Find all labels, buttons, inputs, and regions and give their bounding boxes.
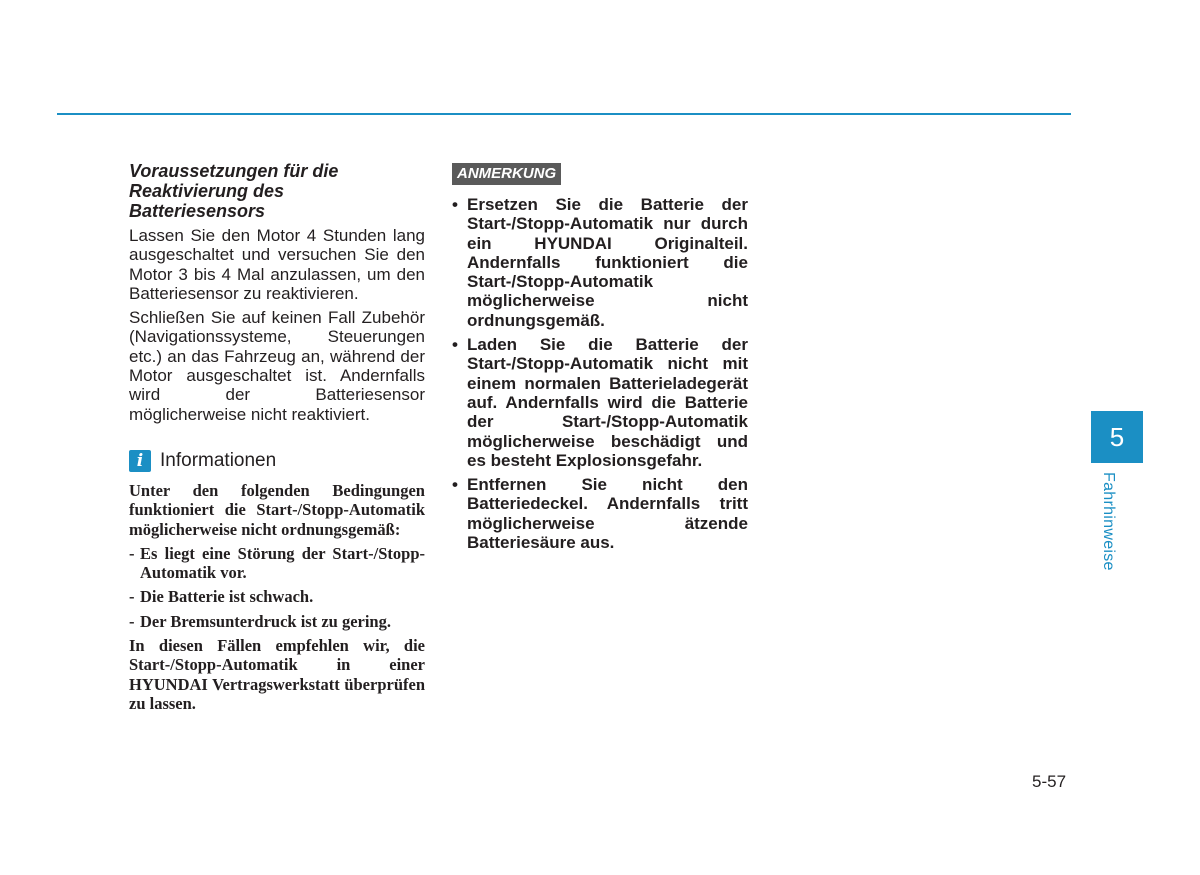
heading-line: Batteriesensors xyxy=(129,201,266,221)
paragraph: Schließen Sie auf keinen Fall Zubehör (Navigationssysteme, Steuerungen etc.) an das Fahrzeug an, während der Motor ausgeschaltet ist. Andernfalls wird der Batteriesensor möglicherweise nicht reaktiviert. xyxy=(129,308,425,424)
list-item xyxy=(452,195,748,330)
list-item-text: Der Bremsunterdruck ist zu gering. xyxy=(140,611,391,631)
header-rule xyxy=(57,113,1071,115)
info-header xyxy=(129,450,425,472)
list-item-text: Laden Sie die Batterie der Start-/Stopp-Automatik nicht mit einem normalen Batterieladegerät auf. Andernfalls wird die Batterie der Start-/Stopp-Automatik möglicherweise beschädigt und es besteht Explosionsgefahr. xyxy=(467,335,748,470)
list-item xyxy=(129,544,425,583)
heading-line: Reaktivierung des xyxy=(129,181,285,201)
right-column xyxy=(452,163,748,557)
page-number: 5-57 xyxy=(1032,772,1067,791)
list-item xyxy=(452,335,748,470)
bullet-marker: • xyxy=(452,195,458,214)
left-column xyxy=(129,161,425,718)
list-item xyxy=(452,475,748,552)
list-item-text: Es liegt eine Störung der Start-/Stopp-Automatik vor. xyxy=(140,543,425,583)
list-item-text: Entfernen Sie nicht den Batteriedeckel. Andernfalls tritt möglicherweise ätzende Batteriesäure aus. xyxy=(467,475,748,553)
list-item xyxy=(129,612,425,631)
paragraph: Lassen Sie den Motor 4 Stunden lang ausgeschaltet und versuchen Sie den Motor 3 bis 4 Mal anzulassen, um den Batteriesensor zu reaktivieren. xyxy=(129,226,425,303)
info-intro: Unter den folgenden Bedingungen funktioniert die Start-/Stopp-Automatik möglicherweise nicht ordnungsgemäß: xyxy=(129,480,425,539)
chapter-title: Fahrhinweise xyxy=(1100,472,1117,571)
bullet-marker: • xyxy=(452,475,458,495)
note-label: ANMERKUNG xyxy=(452,163,561,185)
dash-marker: - xyxy=(129,543,135,563)
bullet-marker: • xyxy=(452,335,458,355)
dash-marker: - xyxy=(129,611,135,631)
chapter-tab: 5 xyxy=(1091,411,1143,463)
list-item xyxy=(129,587,425,606)
note-list xyxy=(452,195,748,552)
list-item-text: Ersetzen Sie die Batterie der Start-/Stopp-Automatik nur durch ein HYUNDAI Originalteil. Andernfalls funktioniert die Start-/Stopp-Automatik möglicherweise nicht ordnungsgemäß. xyxy=(467,195,748,330)
section-heading xyxy=(129,161,425,221)
heading-line: Voraussetzungen für die xyxy=(129,161,339,181)
list-item-text: Die Batterie ist schwach. xyxy=(140,587,314,607)
info-icon: i xyxy=(129,450,151,472)
info-body xyxy=(129,481,425,713)
dash-marker: - xyxy=(129,587,135,607)
info-title: Informationen xyxy=(160,449,277,471)
info-outro: In diesen Fällen empfehlen wir, die Start-/Stopp-Automatik in einer HYUNDAI Vertragswerkstatt überprüfen zu lassen. xyxy=(129,636,425,713)
